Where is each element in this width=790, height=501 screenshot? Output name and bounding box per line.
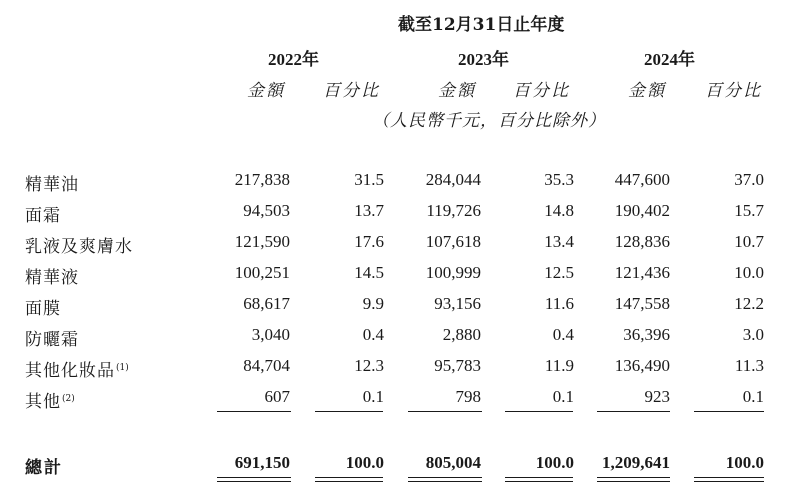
total-value: 691,150 <box>234 453 290 472</box>
percent-cell: 37.0 <box>734 170 764 189</box>
row-label <box>25 325 79 350</box>
amount-cell: 607 <box>264 387 290 406</box>
row-label <box>25 232 133 257</box>
amount-cell: 84,704 <box>243 356 290 375</box>
year-2023-header: 2023年 <box>458 50 509 69</box>
total-double-rule <box>694 481 764 482</box>
percent-cell: 0.1 <box>362 387 384 406</box>
amount-cell: 136,490 <box>614 356 670 375</box>
row-label <box>25 294 61 319</box>
amount-cell: 36,396 <box>623 325 670 344</box>
period-header: 截至12月31日止年度 <box>398 15 565 35</box>
row-label-text: 乳液及爽膚水 <box>25 237 133 257</box>
percent-cell: 10.7 <box>734 232 764 251</box>
row-label-text: 防曬霜 <box>25 330 79 350</box>
total-double-rule <box>408 481 482 482</box>
percent-cell: 9.9 <box>362 294 384 313</box>
total-label: 總計 <box>25 458 63 478</box>
total-value: 100.0 <box>345 453 384 472</box>
percent-cell: 13.4 <box>544 232 574 251</box>
row-label <box>25 170 79 195</box>
amount-cell: 100,251 <box>234 263 290 282</box>
amount-cell: 121,436 <box>614 263 670 282</box>
row-label-text: 面膜 <box>25 299 61 319</box>
footnote-marker: (2) <box>62 394 75 404</box>
percent-cell: 17.6 <box>354 232 384 251</box>
total-value: 805,004 <box>425 453 481 472</box>
subtotal-rule <box>217 411 291 412</box>
amount-cell: 284,044 <box>425 170 481 189</box>
year-2024-header: 2024年 <box>644 50 695 69</box>
percent-cell: 12.3 <box>354 356 384 375</box>
percent-cell: 0.4 <box>362 325 384 344</box>
row-label <box>25 356 129 381</box>
percent-cell: 11.3 <box>734 356 764 375</box>
amount-2023-header: 金額 <box>438 81 476 101</box>
percent-cell: 13.7 <box>354 201 384 220</box>
total-double-rule <box>315 481 383 482</box>
footnote-marker: (1) <box>116 363 129 373</box>
row-label <box>25 387 75 412</box>
total-double-rule <box>315 477 383 478</box>
total-value: 100.0 <box>535 453 574 472</box>
year-2022-header: 2022年 <box>268 50 319 69</box>
total-double-rule <box>694 477 764 478</box>
amount-cell: 190,402 <box>614 201 670 220</box>
percent-cell: 15.7 <box>734 201 764 220</box>
subtotal-rule <box>505 411 573 412</box>
row-label-text: 其他 <box>25 392 61 412</box>
percent-cell: 14.8 <box>544 201 574 220</box>
amount-cell: 121,590 <box>234 232 290 251</box>
amount-cell: 100,999 <box>425 263 481 282</box>
amount-cell: 107,618 <box>425 232 481 251</box>
amount-cell: 3,040 <box>251 325 290 344</box>
subtotal-rule <box>694 411 764 412</box>
amount-cell: 2,880 <box>442 325 481 344</box>
percent-cell: 11.9 <box>544 356 574 375</box>
amount-cell: 447,600 <box>614 170 670 189</box>
row-label-text: 精華油 <box>25 175 79 195</box>
total-double-rule <box>597 477 670 478</box>
amount-2024-header: 金額 <box>628 81 666 101</box>
percent-cell: 31.5 <box>354 170 384 189</box>
row-label <box>25 201 61 226</box>
percent-cell: 0.1 <box>742 387 764 406</box>
row-label-text: 其他化妝品 <box>25 361 115 381</box>
amount-cell: 95,783 <box>434 356 481 375</box>
amount-cell: 147,558 <box>614 294 670 313</box>
row-label-text: 面霜 <box>25 206 61 226</box>
subtotal-rule <box>597 411 670 412</box>
row-label <box>25 263 79 288</box>
amount-cell: 128,836 <box>614 232 670 251</box>
percent-cell: 10.0 <box>734 263 764 282</box>
percent-cell: 14.5 <box>354 263 384 282</box>
total-value: 1,209,641 <box>602 453 670 472</box>
percent-2023-header: 百分比 <box>513 81 570 101</box>
amount-2022-header: 金額 <box>247 81 285 101</box>
percent-cell: 0.4 <box>552 325 574 344</box>
percent-cell: 12.2 <box>734 294 764 313</box>
percent-2024-header: 百分比 <box>705 81 762 101</box>
total-double-rule <box>505 477 573 478</box>
total-value: 100.0 <box>725 453 764 472</box>
amount-cell: 93,156 <box>434 294 481 313</box>
percent-2022-header: 百分比 <box>323 81 380 101</box>
unit-note: （人民幣千元，百分比除外） <box>372 111 606 131</box>
total-double-rule <box>597 481 670 482</box>
total-double-rule <box>217 477 291 478</box>
amount-cell: 217,838 <box>234 170 290 189</box>
percent-cell: 11.6 <box>544 294 574 313</box>
percent-cell: 35.3 <box>544 170 574 189</box>
percent-cell: 12.5 <box>544 263 574 282</box>
percent-cell: 0.1 <box>552 387 574 406</box>
row-label-text: 精華液 <box>25 268 79 288</box>
amount-cell: 94,503 <box>243 201 290 220</box>
subtotal-rule <box>315 411 383 412</box>
total-double-rule <box>217 481 291 482</box>
total-double-rule <box>505 481 573 482</box>
subtotal-rule <box>408 411 482 412</box>
amount-cell: 119,726 <box>426 201 481 220</box>
amount-cell: 68,617 <box>243 294 290 313</box>
percent-cell: 3.0 <box>742 325 764 344</box>
amount-cell: 923 <box>644 387 670 406</box>
total-double-rule <box>408 477 482 478</box>
amount-cell: 798 <box>455 387 481 406</box>
